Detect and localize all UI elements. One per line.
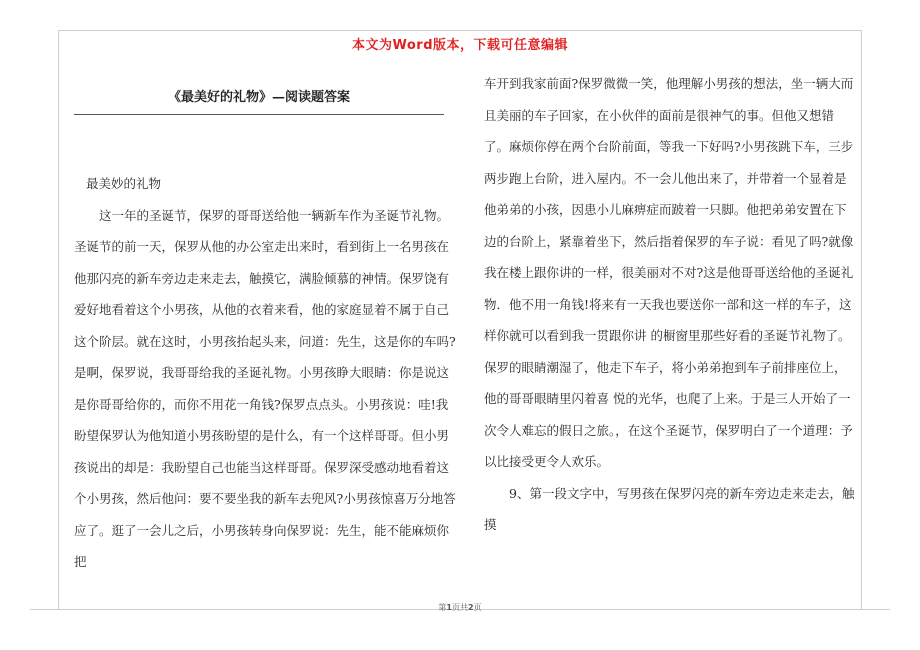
left-column xyxy=(74,168,456,578)
story-paragraph-continued: 车开到我家前面?保罗微微一笑，他理解小男孩的想法，坐一辆大而且美丽的车子回家，在小伙伴的面前是很神气的事。但他又想错了。麻烦你停在两个台阶前面，等我一下好吗?小男孩跳下车，三步两步跑上台阶，进入屋内。不一会儿他出来了，并带着一个显着是他弟弟的小孩，因患小儿麻痹症而跛着一只脚。他把弟弟安置在下边的台阶上，紧靠着坐下，然后指着保罗的车子说：看见了吗?就像我在楼上跟你讲的一样，很美丽对不对?这是他哥哥送给他的圣诞礼物．他不用一角钱!将来有一天我也要送你一部和这一样的车子，这样你就可以看到我一贯跟你讲 的橱窗里那些好看的圣诞节礼物了。保罗的眼睛潮湿了，他走下车子，将小弟弟抱到车子前排座位上，他的哥哥眼睛里闪着喜 悦的光华，也爬了上来。于是三人开始了一次令人难忘的假日之旅。，在这个圣诞节，保罗明白了一个道理：予以比接受更令人欢乐。 xyxy=(484,76,854,469)
frame-top-line xyxy=(58,30,862,31)
footer-prefix: 第 xyxy=(438,603,447,612)
footer-middle: 页共 xyxy=(452,603,468,612)
document-title: 《最美好的礼物》—阅读题答案 xyxy=(167,90,350,105)
current-page-number: 1 xyxy=(446,603,452,612)
word-version-note: 本文为Word版本，下载可任意编辑 xyxy=(351,38,569,53)
title-underline xyxy=(74,114,444,115)
frame-left-line xyxy=(58,30,59,610)
page-footer xyxy=(0,602,920,613)
frame-right-line xyxy=(861,30,862,610)
story-paragraph: 这一年的圣诞节，保罗的哥哥送给他一辆新车作为圣诞节礼物。圣诞节的前一天，保罗从他的办公室走出来时，看到街上一名男孩在他那闪亮的新车旁边走来走去，触摸它，满脸倾慕的神情。保罗饶有爱好地看着这个小男孩，从他的衣着来看，他的家庭显着不属于自己这个阶层。就在这时，小男孩抬起头来，问道：先生，这是你的车吗?是啊，保罗说，我哥哥给我的圣诞礼物。小男孩睁大眼睛：你是说这是你哥哥给你的，而你不用花一角钱?保罗点点头。小男孩说：哇!我盼望保罗认为他知道小男孩盼望的是什么，有一个这样哥哥。但小男孩说出的却是：我盼望自己也能当这样哥哥。保罗深受感动地看着这个小男孩，然后他问：要不要坐我的新车去兜风?小男孩惊喜万分地答应了。逛了一会儿之后，小男孩转身向保罗说：先生，能不能麻烦你把 xyxy=(74,207,456,569)
story-heading: 最美妙的礼物 xyxy=(86,176,162,191)
right-column xyxy=(484,68,856,541)
footer-suffix: 页 xyxy=(473,603,482,612)
total-page-number: 2 xyxy=(468,603,474,612)
question-9: 9、第一段文字中，写男孩在保罗闪亮的新车旁边走来走去，触摸 xyxy=(484,485,855,532)
